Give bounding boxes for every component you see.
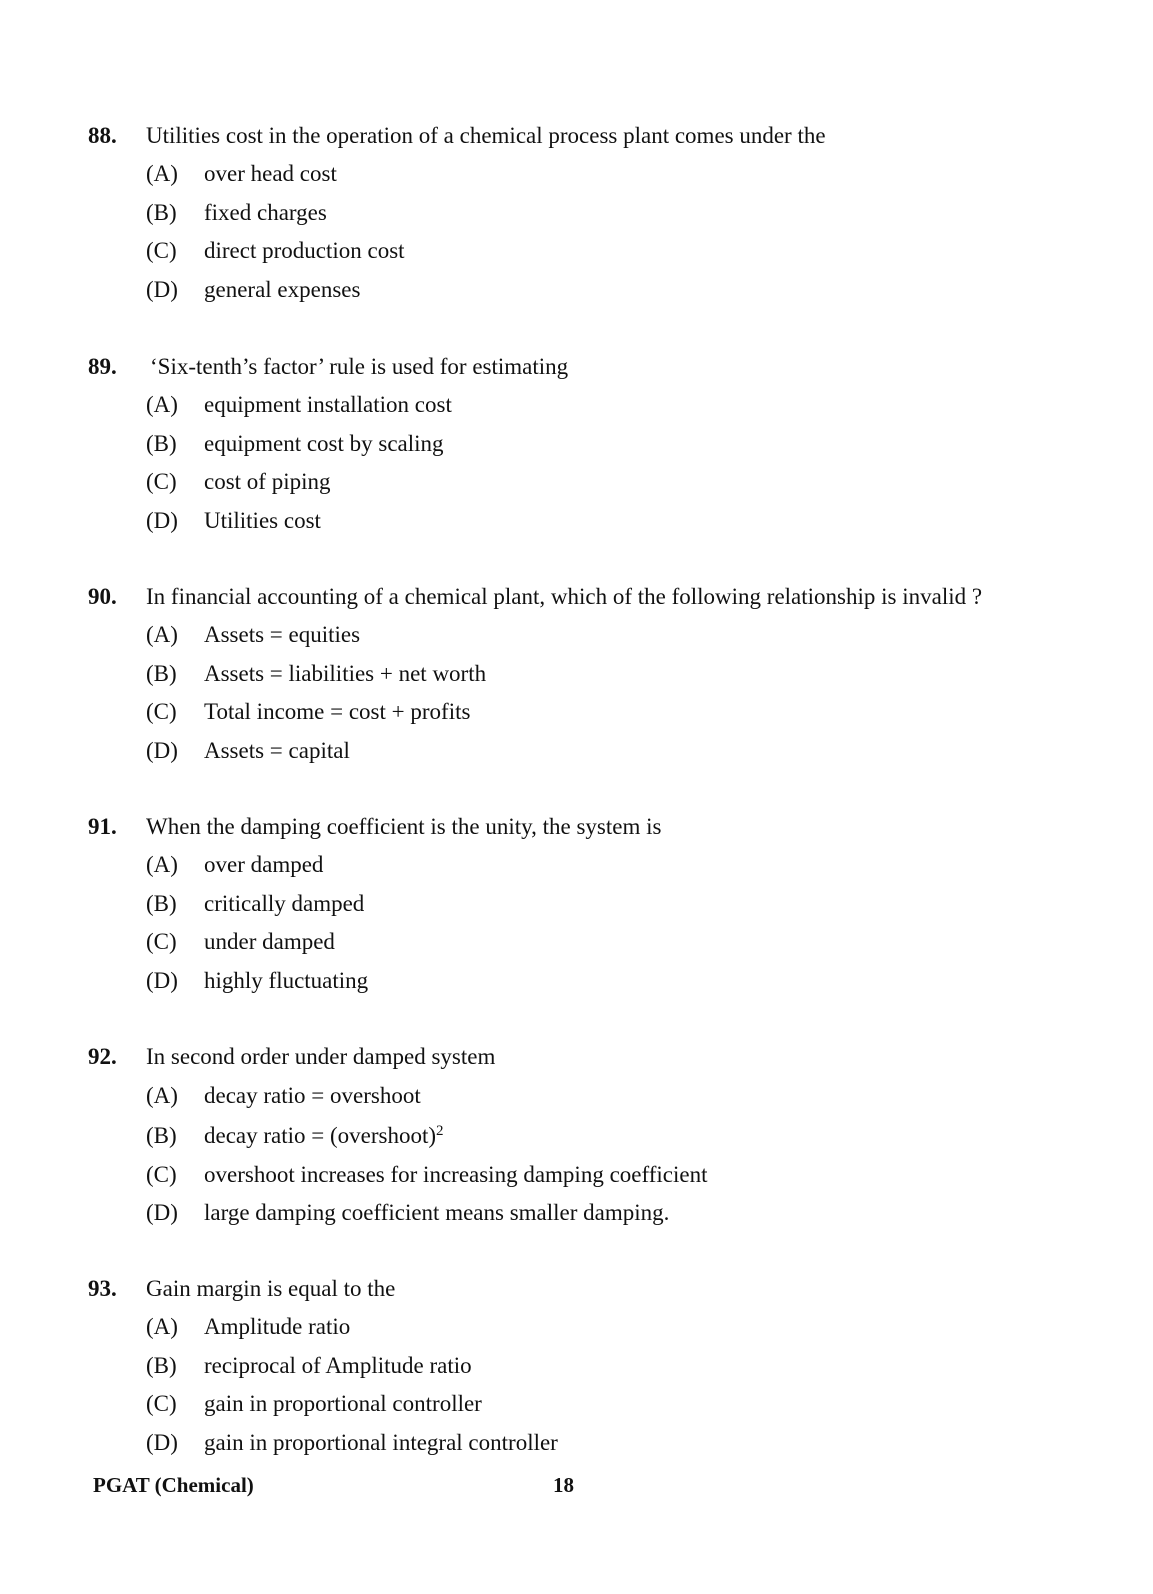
option-label: (A)	[146, 392, 178, 417]
question-number: 92.	[88, 1044, 117, 1069]
option-label: (D)	[146, 277, 178, 302]
option-text: gain in proportional integral controller	[204, 1430, 558, 1455]
option-b	[146, 659, 1046, 689]
question-text: ‘Six-tenth’s factor’ rule is used for estimating	[150, 354, 569, 379]
question-text: When the damping coefficient is the unity, the system is	[146, 814, 662, 839]
option-b	[146, 198, 1046, 228]
option-label: (D)	[146, 738, 178, 763]
option-label: (B)	[146, 661, 177, 686]
option-text: fixed charges	[204, 200, 327, 225]
option-label: (C)	[146, 699, 177, 724]
option-c	[146, 697, 1046, 727]
option-a	[146, 390, 1046, 420]
option-label: (A)	[146, 622, 178, 647]
option-text: decay ratio = overshoot	[204, 1083, 421, 1108]
option-label: (C)	[146, 238, 177, 263]
option-text: under damped	[204, 929, 335, 954]
option-a	[146, 159, 1046, 189]
option-label: (B)	[146, 1353, 177, 1378]
option-label: (C)	[146, 929, 177, 954]
option-a	[146, 1312, 1046, 1342]
option-text-main: decay ratio = (overshoot)	[204, 1123, 437, 1148]
option-text	[204, 1121, 444, 1151]
question-number: 91.	[88, 814, 117, 839]
question-number: 90.	[88, 584, 117, 609]
option-b	[146, 1121, 1046, 1151]
option-label: (D)	[146, 968, 178, 993]
option-text: over damped	[204, 852, 324, 877]
option-label: (B)	[146, 891, 177, 916]
page-number: 18	[553, 1473, 574, 1497]
option-text: equipment installation cost	[204, 392, 452, 417]
option-b	[146, 1351, 1046, 1381]
option-text: general expenses	[204, 277, 361, 302]
option-text: Assets = liabilities + net worth	[204, 661, 487, 686]
option-text: Assets = equities	[204, 622, 361, 647]
option-d	[146, 736, 1046, 766]
option-label: (A)	[146, 852, 178, 877]
option-c	[146, 1389, 1046, 1419]
option-d	[146, 1198, 1046, 1228]
option-label: (B)	[146, 431, 177, 456]
option-d	[146, 1428, 1046, 1458]
option-c	[146, 1160, 1046, 1190]
option-text: large damping coefficient means smaller damping.	[204, 1200, 670, 1225]
option-label: (D)	[146, 508, 178, 533]
superscript: 2	[436, 1123, 444, 1139]
option-text: direct production cost	[204, 238, 405, 263]
question-text: Utilities cost in the operation of a chemical process plant comes under the	[146, 123, 826, 148]
option-text: Utilities cost	[204, 508, 321, 533]
question-number: 93.	[88, 1276, 117, 1301]
option-c	[146, 467, 1046, 497]
option-label: (B)	[146, 200, 177, 225]
option-text: reciprocal of Amplitude ratio	[204, 1353, 472, 1378]
option-label: (C)	[146, 1391, 177, 1416]
option-text: gain in proportional controller	[204, 1391, 482, 1416]
footer-exam-title: PGAT (Chemical)	[93, 1473, 254, 1497]
option-a	[146, 850, 1046, 880]
option-text: overshoot increases for increasing damping coefficient	[204, 1162, 708, 1187]
option-text: equipment cost by scaling	[204, 431, 444, 456]
option-c	[146, 236, 1046, 266]
option-a	[146, 620, 1046, 650]
option-text: critically damped	[204, 891, 365, 916]
option-b	[146, 889, 1046, 919]
option-text: Total income = cost + profits	[204, 699, 471, 724]
option-label: (A)	[146, 161, 178, 186]
question-text: In second order under damped system	[146, 1044, 496, 1069]
option-label: (B)	[146, 1123, 177, 1148]
option-label: (C)	[146, 469, 177, 494]
option-label: (A)	[146, 1083, 178, 1108]
option-text: cost of piping	[204, 469, 331, 494]
question-number: 89.	[88, 354, 117, 379]
option-text: Amplitude ratio	[204, 1314, 351, 1339]
question-number: 88.	[88, 123, 117, 148]
option-c	[146, 927, 1046, 957]
question-text: Gain margin is equal to the	[146, 1276, 396, 1301]
option-a	[146, 1081, 1046, 1111]
option-b	[146, 429, 1046, 459]
option-d	[146, 275, 1046, 305]
option-label: (C)	[146, 1162, 177, 1187]
option-d	[146, 506, 1046, 536]
option-text: Assets = capital	[204, 738, 350, 763]
option-text: over head cost	[204, 161, 337, 186]
option-label: (D)	[146, 1430, 178, 1455]
option-text: highly fluctuating	[204, 968, 369, 993]
option-label: (A)	[146, 1314, 178, 1339]
option-label: (D)	[146, 1200, 178, 1225]
question-text: In financial accounting of a chemical plant, which of the following relationship is invalid ?	[146, 584, 983, 609]
option-d	[146, 966, 1046, 996]
